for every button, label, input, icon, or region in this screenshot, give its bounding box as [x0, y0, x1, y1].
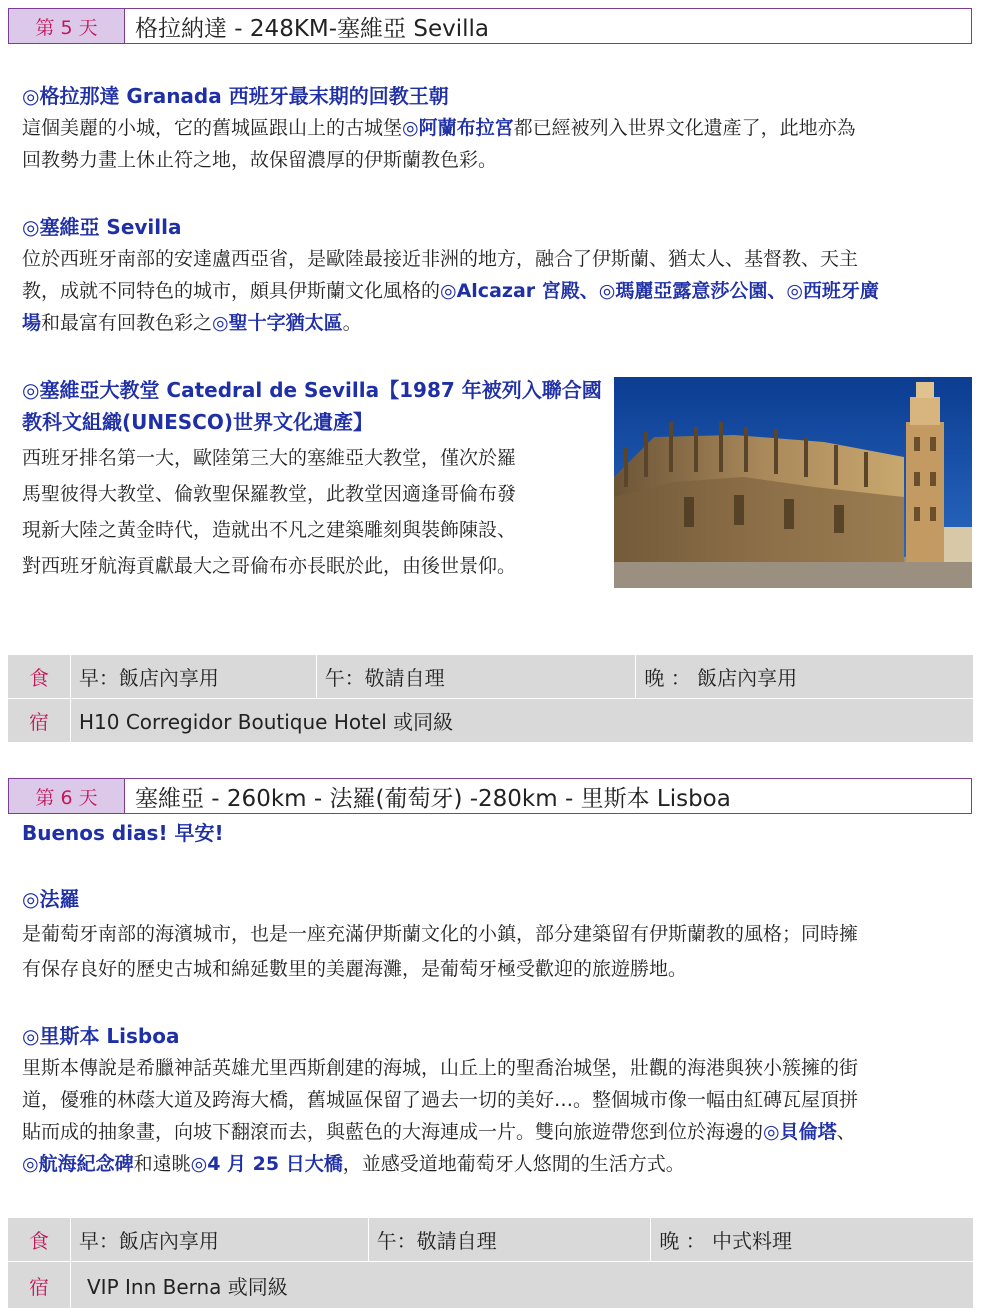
granada-text: [22, 112, 972, 176]
lunch-cell: 午：敬請自理: [317, 655, 637, 698]
day6-header: [8, 778, 972, 814]
faro-line1: 是葡萄牙南部的海濱城市，也是一座充滿伊斯蘭文化的小鎮，部分建築留有伊斯蘭教的風格；同時擁: [22, 923, 859, 945]
alhambra-link: ◎阿蘭布拉宮: [402, 117, 514, 139]
sevilla-heading: ◎塞維亞 Sevilla: [22, 215, 182, 239]
day5-label: 第 5 天: [9, 9, 125, 43]
greeting-text: Buenos dias! 早安!: [22, 821, 224, 845]
faro-heading: ◎法羅: [22, 887, 80, 911]
granada-line1a: 這個美麗的小城，它的舊城區跟山上的古城堡: [22, 117, 403, 139]
sevilla-highlights: ◎Alcazar 宮殿、◎瑪麗亞露意莎公園、◎西班牙廣: [440, 280, 879, 302]
sevilla-line3d: 。: [342, 312, 362, 334]
lisboa-heading: ◎里斯本 Lisboa: [22, 1024, 180, 1048]
day6-meal-table: [8, 1218, 973, 1308]
faro-section: [22, 883, 972, 987]
granada-line1c: 都已經被列入世界文化遺產了，此地亦為: [513, 117, 856, 139]
granada-heading: ◎格拉那達 Granada 西班牙最末期的回教王朝: [22, 84, 449, 108]
lisboa-line2: 道，優雅的林蔭大道及跨海大橋，舊城區保留了過去一切的美好…。整個城市像一幅由紅磚瓦屋頂拼: [22, 1089, 859, 1111]
breakfast-cell: 早：飯店內享用: [71, 655, 317, 698]
stay-label: 宿: [8, 699, 71, 742]
cathedral-line4: 對西班牙航海貢獻最大之哥倫布亦長眠於此，由後世景仰。: [22, 555, 517, 577]
lisboa-line3a: 貼而成的抽象畫，向坡下翻滾而去，與藍色的大海連成一片。雙向旅遊帶您到位於海邊的: [22, 1121, 764, 1143]
seville-cathedral-photo: [614, 377, 972, 588]
day5-header: [8, 8, 972, 44]
belem-tower-link: ◎貝倫塔: [763, 1121, 837, 1143]
cathedral-line2: 馬聖彼得大教堂、倫敦聖保羅教堂，此教堂因適逢哥倫布發: [22, 483, 517, 505]
cathedral-text: [22, 440, 607, 584]
santa-cruz-link: ◎聖十字猶太區: [212, 312, 343, 334]
lisboa-text: [22, 1052, 972, 1180]
food-label: 食: [8, 1218, 71, 1261]
sevilla-line3a: 場: [22, 312, 42, 334]
faro-line2: 有保存良好的歷史古城和綿延數里的美麗海灘，是葡萄牙極受歡迎的旅遊勝地。: [22, 958, 688, 980]
day5-meal-table: [8, 655, 973, 742]
granada-section: [22, 80, 972, 176]
day6-stay-row: [8, 1261, 973, 1308]
day6-title: 塞維亞 - 260km - 法羅(葡萄牙) -280km - 里斯本 Lisboa: [135, 785, 731, 812]
lunch-cell: 午：敬請自理: [369, 1218, 652, 1261]
day5-title: 格拉納達 - 248KM-塞維亞 Sevilla: [135, 15, 489, 42]
sevilla-line2a: 教，成就不同特色的城市，頗具伊斯蘭文化風格的: [22, 280, 441, 302]
lisboa-line4d: ，並感受道地葡萄牙人悠閒的生活方式。: [342, 1153, 685, 1175]
food-label: 食: [8, 655, 71, 698]
sevilla-line3b: 和最富有回教色彩之: [41, 312, 213, 334]
cathedral-heading-2: 教科文組織(UNESCO)世界文化遺產】: [22, 410, 374, 434]
day5-food-row: [8, 655, 973, 698]
granada-line2: 回教勢力畫上休止符之地，故保留濃厚的伊斯蘭教色彩。: [22, 149, 498, 171]
bridge-link: ◎4 月 25 日大橋: [190, 1153, 343, 1175]
stay-label: 宿: [8, 1262, 71, 1308]
cathedral-line3: 現新大陸之黃金時代，造就出不凡之建築雕刻與裝飾陳設、: [22, 519, 517, 541]
cathedral-heading-1: ◎塞維亞大教堂 Catedral de Sevilla【1987 年被列入聯合國: [22, 378, 602, 402]
sevilla-section: [22, 211, 972, 339]
cathedral-section: [22, 374, 607, 584]
hotel-cell: H10 Corregidor Boutique Hotel 或同級: [79, 710, 454, 734]
lisboa-line4b: 和遠眺: [133, 1153, 191, 1175]
sevilla-line1: 位於西班牙南部的安達盧西亞省，是歐陸最接近非洲的地方，融合了伊斯蘭、猶太人、基督教、天主: [22, 248, 859, 270]
day6-food-row: [8, 1218, 973, 1261]
sevilla-text: [22, 243, 972, 339]
monument-link: ◎航海紀念碑: [22, 1153, 134, 1175]
cathedral-line1: 西班牙排名第一大，歐陸第三大的塞維亞大教堂，僅次於羅: [22, 447, 517, 469]
lisboa-line1: 里斯本傳說是希臘神話英雄尤里西斯創建的海城，山丘上的聖喬治城堡，壯觀的海港與狹小簇擁的街: [22, 1057, 859, 1079]
lisboa-line3c: 、: [836, 1121, 856, 1143]
dinner-cell: 晚 ： 中式料理: [659, 1229, 793, 1253]
hotel-cell: VIP Inn Berna 或同級: [87, 1274, 288, 1299]
lisboa-section: [22, 1020, 972, 1180]
dinner-cell: 晚 ： 飯店內享用: [644, 666, 798, 690]
day6-label: 第 6 天: [9, 779, 125, 813]
breakfast-cell: 早：飯店內享用: [71, 1218, 369, 1261]
faro-text: [22, 917, 972, 987]
day6-greeting: [22, 817, 224, 849]
day5-stay-row: [8, 698, 973, 742]
